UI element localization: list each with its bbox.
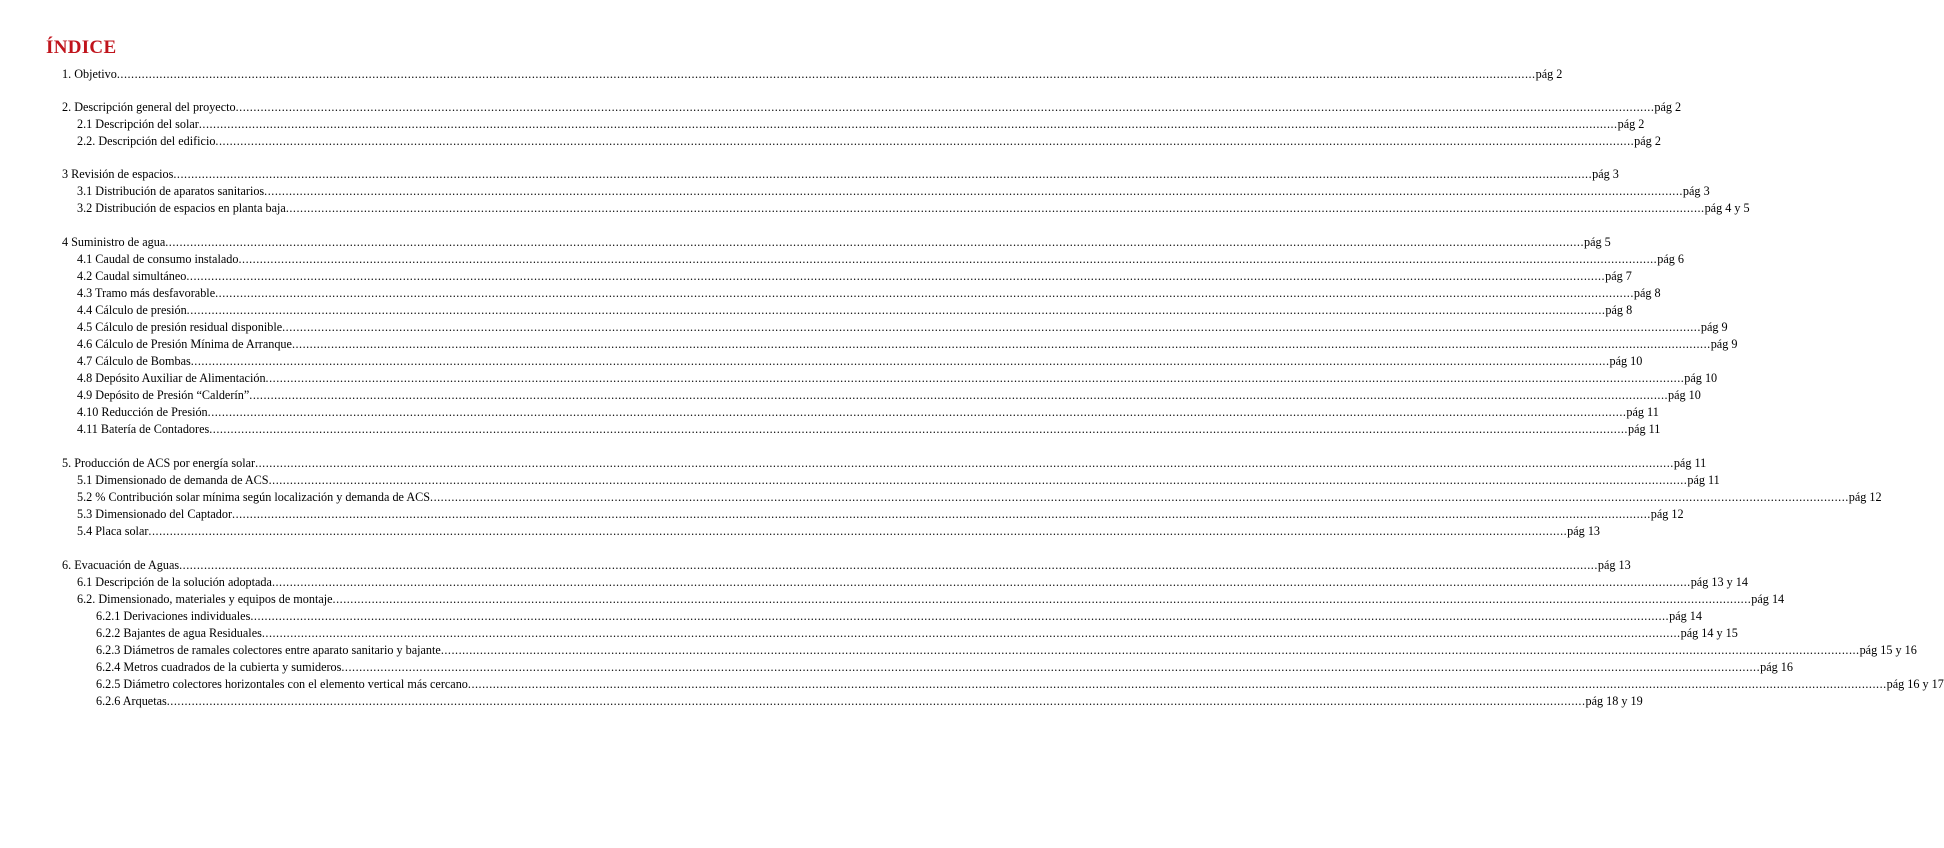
- toc-dot-leader: ................................................................................................................................................................................................................................................................................................................................................................................................................: [261, 626, 1681, 640]
- toc-entry[interactable]: [96, 642, 1917, 658]
- toc-entry-page: pág 10: [1684, 371, 1718, 385]
- toc-entry[interactable]: [77, 319, 1728, 335]
- toc-dot-leader: ................................................................................................................................................................................................................................................................................................................................................................................................................: [430, 490, 1849, 504]
- toc-dot-leader: ................................................................................................................................................................................................................................................................................................................................................................................................................: [186, 303, 1606, 317]
- toc-entry[interactable]: [62, 557, 1631, 573]
- toc-dot-leader: ................................................................................................................................................................................................................................................................................................................................................................................................................: [341, 660, 1761, 674]
- toc-entry[interactable]: [77, 421, 1661, 437]
- toc-dot-leader: ................................................................................................................................................................................................................................................................................................................................................................................................................: [215, 134, 1635, 148]
- toc-entry[interactable]: [77, 574, 1748, 590]
- toc-entry-page: pág 11: [1673, 456, 1707, 470]
- toc-entry-label: 4 Suministro de agua: [62, 235, 166, 249]
- toc-entry-label: 4.9 Depósito de Presión “Calderín”: [77, 388, 250, 402]
- toc-dot-leader: ................................................................................................................................................................................................................................................................................................................................................................................................................: [198, 117, 1618, 131]
- toc-dot-leader: ................................................................................................................................................................................................................................................................................................................................................................................................................: [264, 184, 1683, 198]
- toc-entry[interactable]: [96, 659, 1793, 675]
- toc-entry-label: 6.2.4 Metros cuadrados de la cubierta y sumideros: [96, 660, 342, 674]
- toc-entry[interactable]: [77, 387, 1701, 403]
- toc-entry-label: 6.2.2 Bajantes de agua Residuales: [96, 626, 262, 640]
- toc-entry[interactable]: [77, 285, 1661, 301]
- toc-entry-label: 4.1 Caudal de consumo instalado: [77, 252, 239, 266]
- toc-entry-page: pág 10: [1668, 388, 1701, 402]
- toc-entry-page: pág 8: [1605, 303, 1633, 317]
- toc-entry-label: 3.2 Distribución de espacios en planta baja: [77, 201, 286, 215]
- toc-entry[interactable]: [77, 251, 1684, 267]
- toc-entry[interactable]: [62, 66, 1563, 82]
- toc-entry-label: 4.4 Cálculo de presión: [77, 303, 187, 317]
- toc-entry[interactable]: [62, 166, 1619, 182]
- toc-entry-page: pág 16 y 17: [1886, 677, 1944, 691]
- toc-entry-label: 4.11 Batería de Contadores: [77, 422, 210, 436]
- toc-entry[interactable]: [96, 676, 1944, 692]
- toc-dot-leader: ................................................................................................................................................................................................................................................................................................................................................................................................................: [268, 473, 1688, 487]
- toc-dot-leader: ................................................................................................................................................................................................................................................................................................................................................................................................................: [215, 286, 1634, 300]
- toc-entry[interactable]: [77, 591, 1785, 607]
- toc-entry[interactable]: [62, 99, 1682, 115]
- toc-entry-label: 2.1 Descripción del solar: [77, 117, 199, 131]
- toc-entry[interactable]: [62, 455, 1707, 471]
- toc-dot-leader: ................................................................................................................................................................................................................................................................................................................................................................................................................: [249, 388, 1669, 402]
- toc-entry-page: pág 9: [1710, 337, 1738, 351]
- toc-entry[interactable]: [77, 268, 1632, 284]
- toc-entry-label: 6.1 Descripción de la solución adoptada: [77, 575, 272, 589]
- toc-entry[interactable]: [77, 302, 1633, 318]
- toc-entry-label: 6.2.6 Arquetas: [96, 694, 167, 708]
- toc-dot-leader: ................................................................................................................................................................................................................................................................................................................................................................................................................: [166, 694, 1586, 708]
- toc-entry-page: pág 8: [1633, 286, 1661, 300]
- toc-dot-leader: ................................................................................................................................................................................................................................................................................................................................................................................................................: [265, 371, 1685, 385]
- toc-entry-label: 3.1 Distribución de aparatos sanitarios: [77, 184, 265, 198]
- toc-dot-leader: ................................................................................................................................................................................................................................................................................................................................................................................................................: [186, 269, 1606, 283]
- toc-entry-page: pág 11: [1687, 473, 1720, 487]
- toc-entry-page: pág 2: [1654, 100, 1682, 114]
- toc-dot-leader: ................................................................................................................................................................................................................................................................................................................................................................................................................: [332, 592, 1752, 606]
- toc-entry-label: 5.4 Placa solar: [77, 524, 149, 538]
- toc-entry-page: pág 11: [1626, 405, 1659, 419]
- toc-entry-page: pág 13: [1597, 558, 1631, 572]
- toc-dot-leader: ................................................................................................................................................................................................................................................................................................................................................................................................................: [285, 201, 1705, 215]
- toc-entry-page: pág 14 y 15: [1680, 626, 1738, 640]
- toc-dot-leader: ................................................................................................................................................................................................................................................................................................................................................................................................................: [116, 67, 1536, 81]
- toc-entry-page: pág 13 y 14: [1690, 575, 1748, 589]
- toc-dot-leader: ................................................................................................................................................................................................................................................................................................................................................................................................................: [235, 100, 1655, 114]
- toc-entry-page: pág 9: [1700, 320, 1728, 334]
- toc-entry[interactable]: [77, 133, 1661, 149]
- toc-entry-page: pág 18 y 19: [1585, 694, 1643, 708]
- toc-title: ÍNDICE: [46, 37, 117, 58]
- toc-entry-page: pág 2: [1535, 67, 1563, 81]
- toc-entry-label: 6. Evacuación de Aguas: [62, 558, 180, 572]
- toc-dot-leader: ................................................................................................................................................................................................................................................................................................................................................................................................................: [148, 524, 1568, 538]
- toc-dot-leader: ................................................................................................................................................................................................................................................................................................................................................................................................................: [271, 575, 1691, 589]
- toc-dot-leader: ................................................................................................................................................................................................................................................................................................................................................................................................................: [179, 558, 1598, 572]
- toc-entry-label: 5. Producción de ACS por energía solar: [62, 456, 256, 470]
- toc-entry-page: pág 3: [1592, 167, 1619, 181]
- toc-entry-label: 4.10 Reducción de Presión: [77, 405, 208, 419]
- toc-dot-leader: ................................................................................................................................................................................................................................................................................................................................................................................................................: [255, 456, 1674, 470]
- toc-entry-page: pág 11: [1627, 422, 1661, 436]
- toc-entry[interactable]: [77, 353, 1643, 369]
- toc-entry[interactable]: [77, 523, 1601, 539]
- toc-entry-page: pág 4 y 5: [1704, 201, 1750, 215]
- toc-entry[interactable]: [77, 116, 1645, 132]
- toc-dot-leader: ................................................................................................................................................................................................................................................................................................................................................................................................................: [291, 337, 1711, 351]
- toc-entry-label: 4.2 Caudal simultáneo: [77, 269, 187, 283]
- toc-entry-label: 4.6 Cálculo de Presión Mínima de Arranque: [77, 337, 292, 351]
- toc-entry-page: pág 15 y 16: [1859, 643, 1917, 657]
- toc-entry-label: 4.7 Cálculo de Bombas: [77, 354, 191, 368]
- toc-entry[interactable]: [77, 183, 1710, 199]
- toc-entry[interactable]: [77, 336, 1738, 352]
- toc-dot-leader: ................................................................................................................................................................................................................................................................................................................................................................................................................: [165, 235, 1584, 249]
- toc-entry-page: pág 12: [1848, 490, 1882, 504]
- toc-entry-label: 2. Descripción general del proyecto: [62, 100, 236, 114]
- toc-entry-page: pág 12: [1650, 507, 1684, 521]
- toc-entry[interactable]: [96, 608, 1702, 624]
- toc-dot-leader: ................................................................................................................................................................................................................................................................................................................................................................................................................: [282, 320, 1701, 334]
- toc-entry-label: 6.2.5 Diámetro colectores horizontales con el elemento vertical más cercano: [96, 677, 468, 691]
- toc-dot-leader: ................................................................................................................................................................................................................................................................................................................................................................................................................: [207, 405, 1627, 419]
- toc-entry-label: 5.2 % Contribución solar mínima según localización y demanda de ACS: [77, 490, 431, 504]
- toc-entry[interactable]: [62, 234, 1611, 250]
- toc-entry-label: 3 Revisión de espacios: [62, 167, 174, 181]
- toc-entry[interactable]: [77, 404, 1659, 420]
- toc-dot-leader: ................................................................................................................................................................................................................................................................................................................................................................................................................: [232, 507, 1651, 521]
- toc-entry-page: pág 14: [1751, 592, 1785, 606]
- toc-entry-label: 4.3 Tramo más desfavorable: [77, 286, 216, 300]
- toc-entry-page: pág 14: [1669, 609, 1702, 623]
- toc-entry-page: pág 10: [1609, 354, 1643, 368]
- toc-entry[interactable]: [77, 370, 1718, 386]
- toc-entry-page: pág 13: [1567, 524, 1601, 538]
- toc-dot-leader: ................................................................................................................................................................................................................................................................................................................................................................................................................: [190, 354, 1610, 368]
- toc-entry-page: pág 16: [1760, 660, 1793, 674]
- toc-dot-leader: ................................................................................................................................................................................................................................................................................................................................................................................................................: [440, 643, 1860, 657]
- toc-entry-page: pág 7: [1605, 269, 1632, 283]
- toc-entry-page: pág 2: [1617, 117, 1645, 131]
- toc-dot-leader: ................................................................................................................................................................................................................................................................................................................................................................................................................: [173, 167, 1593, 181]
- toc-entry-label: 6.2.3 Diámetros de ramales colectores entre aparato sanitario y bajante: [96, 643, 441, 657]
- toc-entry-page: pág 2: [1634, 134, 1661, 148]
- toc-entry-label: 6.2.1 Derivaciones individuales: [96, 609, 251, 623]
- toc-entry-page: pág 5: [1584, 235, 1611, 249]
- toc-entry-label: 5.1 Dimensionado de demanda de ACS: [77, 473, 269, 487]
- toc-entry-label: 6.2. Dimensionado, materiales y equipos de montaje: [77, 592, 333, 606]
- toc-entry-label: 4.8 Depósito Auxiliar de Alimentación: [77, 371, 266, 385]
- toc-entry[interactable]: [96, 625, 1738, 641]
- toc-entry-label: 2.2. Descripción del edificio: [77, 134, 216, 148]
- toc-entry[interactable]: [77, 489, 1882, 505]
- toc-dot-leader: ................................................................................................................................................................................................................................................................................................................................................................................................................: [250, 609, 1670, 623]
- toc-dot-leader: ................................................................................................................................................................................................................................................................................................................................................................................................................: [467, 677, 1887, 691]
- toc-entry-label: 5.3 Dimensionado del Captador: [77, 507, 233, 521]
- toc-entry-label: 4.5 Cálculo de presión residual disponible: [77, 320, 283, 334]
- toc-entry[interactable]: [77, 506, 1684, 522]
- toc-dot-leader: ................................................................................................................................................................................................................................................................................................................................................................................................................: [238, 252, 1658, 266]
- toc-dot-leader: ................................................................................................................................................................................................................................................................................................................................................................................................................: [209, 422, 1628, 436]
- toc-entry[interactable]: [96, 693, 1643, 709]
- toc-entry[interactable]: [77, 200, 1750, 216]
- toc-entry[interactable]: [77, 472, 1720, 488]
- toc-entry-label: 1. Objetivo: [62, 67, 117, 81]
- toc-entry-page: pág 3: [1682, 184, 1710, 198]
- toc-entry-page: pág 6: [1657, 252, 1684, 266]
